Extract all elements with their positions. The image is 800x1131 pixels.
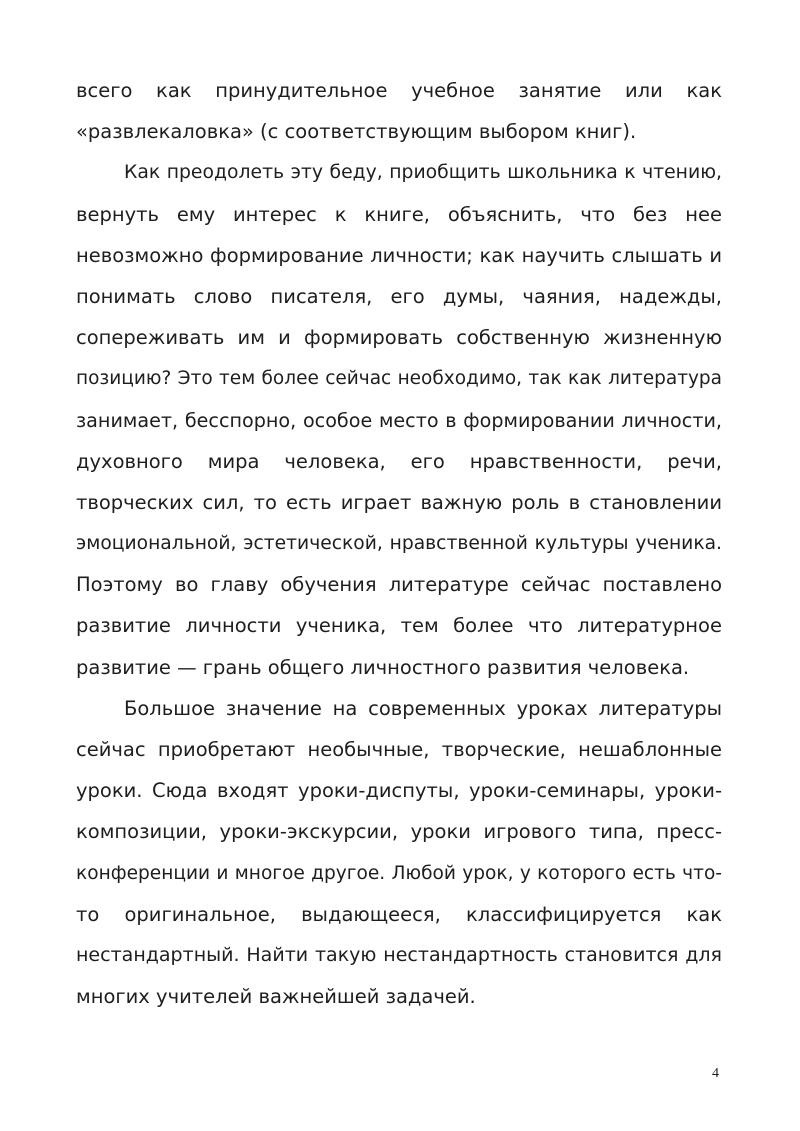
text-line: сопереживать им и формировать собственную жизненную xyxy=(76,326,722,350)
text-line: понимать слово писателя, его думы, чаяния, надежды, xyxy=(76,284,722,308)
text-line: уроки. Сюда входят уроки-диспуты, уроки-семинары, уроки- xyxy=(76,779,722,803)
body-text xyxy=(76,70,722,1017)
text-line: невозможно формирование личности; как научить слышать и xyxy=(76,243,722,267)
text-line: то оригинальное, выдающееся, классифицируется как xyxy=(76,902,722,926)
text-line: позицию? Это тем более сейчас необходимо, так как литература xyxy=(76,368,722,390)
text-line: Поэтому во главу обучения литературе сейчас поставлено xyxy=(76,573,722,597)
text-line: занимает, бесспорно, особое место в формировании личности, xyxy=(76,408,722,432)
text-line: конференции и многое другое. Любой урок, у которого есть что- xyxy=(76,862,722,884)
text-line: композиции, уроки-экскурсии, уроки игрового типа, пресс- xyxy=(76,820,722,844)
text-line: нестандартный. Найти такую нестандартность становится для xyxy=(76,943,722,966)
page-number: 4 xyxy=(712,1066,719,1081)
text-line: «развлекаловка» (с соответствующим выбором книг). xyxy=(76,120,637,144)
text-line: Большое значение на современных уроках литературы xyxy=(124,696,722,720)
text-line: развитие — грань общего личностного развития человека. xyxy=(76,655,690,679)
text-line: эмоциональной, эстетической, нравственной культуры ученика. xyxy=(76,533,722,555)
text-line: Как преодолеть эту беду, приобщить школьника к чтению, xyxy=(124,162,722,184)
text-line: вернуть ему интерес к книге, объяснить, что без нее xyxy=(76,202,722,226)
text-line: сейчас приобретают необычные, творческие, нешаблонные xyxy=(76,738,722,761)
text-line: всего как принудительное учебное занятие или как xyxy=(76,79,722,102)
text-line: многих учителей важнейшей задачей. xyxy=(76,985,476,1009)
text-line: духовного мира человека, его нравственности, речи, xyxy=(76,449,722,473)
text-line: творческих сил, то есть играет важную роль в становлении xyxy=(76,490,722,514)
text-line: развитие личности ученика, тем более что литературное xyxy=(76,614,722,638)
